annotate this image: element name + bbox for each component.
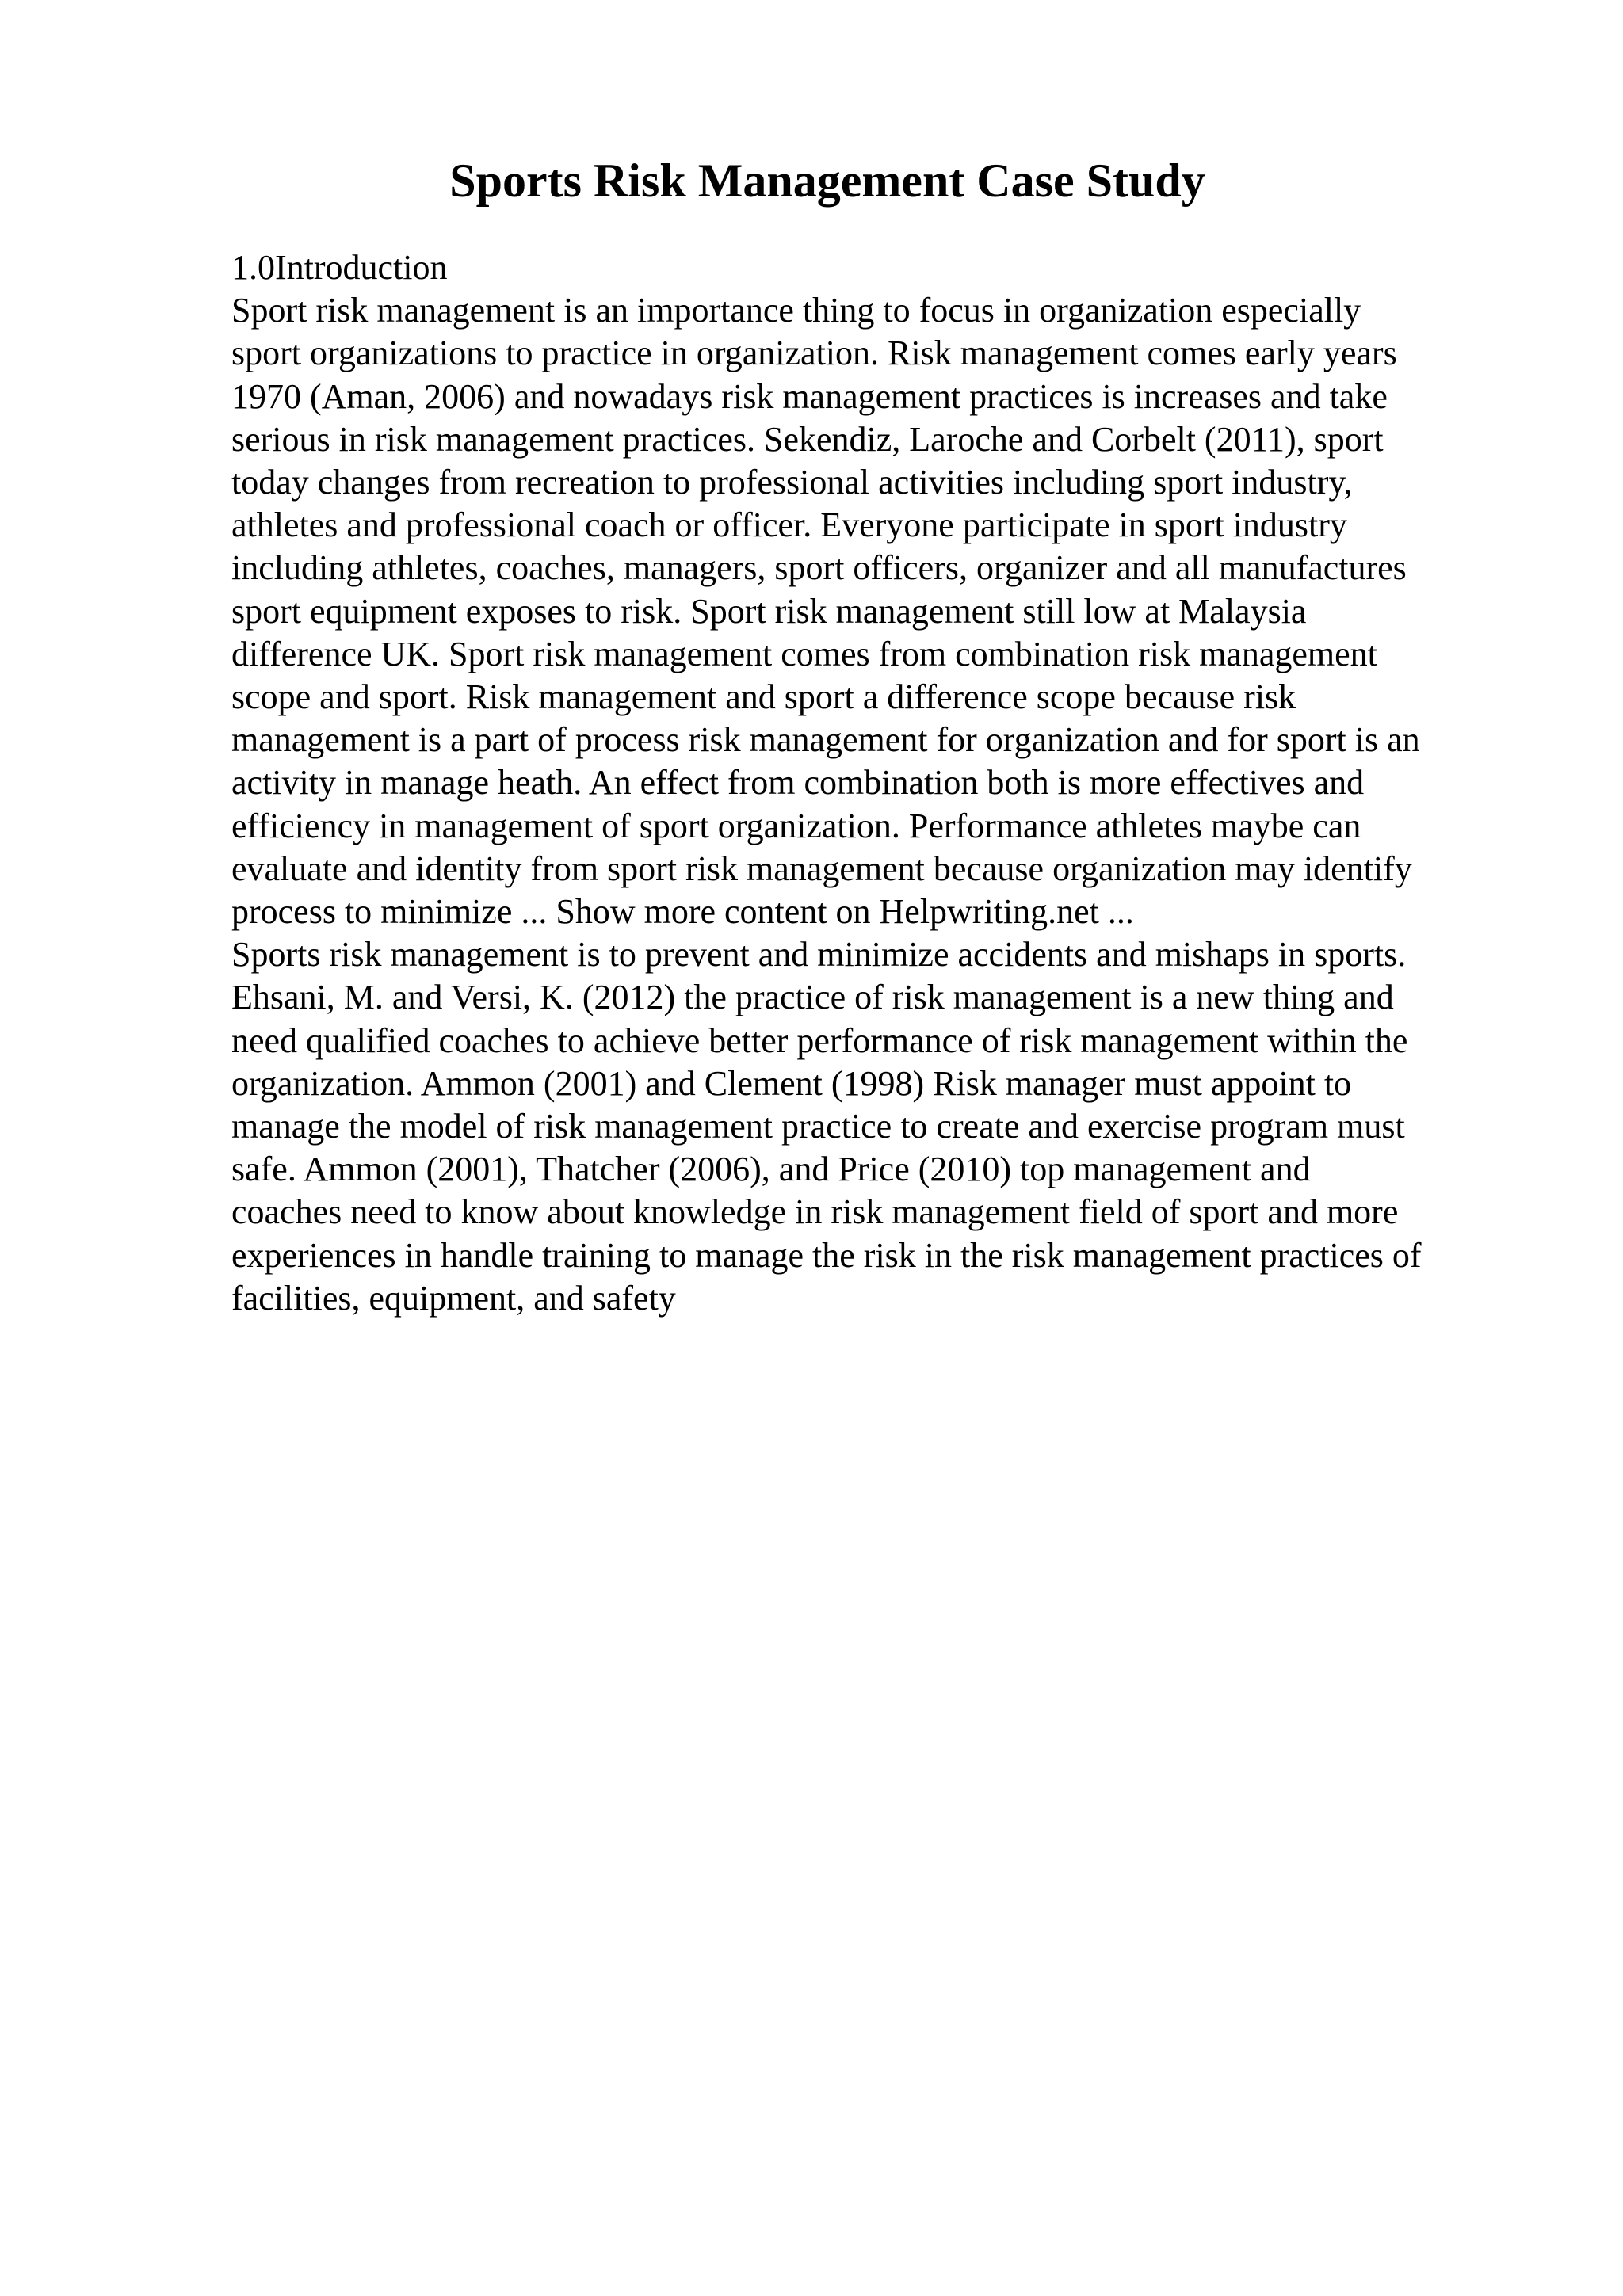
body-line: organization. Ammon (2001) and Clement (1998) Risk manager must appoint to: [231, 1063, 1352, 1103]
body-line: athletes and professional coach or officer. Everyone participate in sport industry: [231, 505, 1347, 545]
body-line: need qualified coaches to achieve better performance of risk management within the: [231, 1020, 1408, 1060]
body-line: sport organizations to practice in organization. Risk management comes early years: [231, 334, 1397, 373]
body-line: including athletes, coaches, managers, sport officers, organizer and all manufactures: [231, 548, 1407, 588]
body-line: activity in manage heath. An effect from combination both is more effectives and: [231, 763, 1365, 803]
body-line: serious in risk management practices. Sekendiz, Laroche and Corbelt (2011), sport: [231, 419, 1384, 459]
section-heading: 1.0Introduction: [231, 248, 448, 287]
body-line: management is a part of process risk management for organization and for sport is an: [231, 720, 1420, 760]
document-title: Sports Risk Management Case Study: [449, 154, 1205, 207]
body-line: safe. Ammon (2001), Thatcher (2006), and Price (2010) top management and: [231, 1150, 1311, 1189]
show-more-line: process to minimize ... Show more content on Helpwriting.net ...: [231, 892, 1134, 932]
body-line: sport equipment exposes to risk. Sport risk management still low at Malaysia: [231, 591, 1307, 631]
body-line: efficiency in management of sport organization. Performance athletes maybe can: [231, 806, 1361, 845]
body-line: scope and sport. Risk management and sport a difference scope because risk: [231, 677, 1296, 717]
body-line: Ehsani, M. and Versi, K. (2012) the practice of risk management is a new thing and: [231, 978, 1394, 1017]
body-line: facilities, equipment, and safety: [231, 1278, 676, 1318]
body-line: today changes from recreation to professional activities including sport industry,: [231, 463, 1353, 502]
body-line: experiences in handle training to manage the risk in the risk management practices of: [231, 1235, 1422, 1275]
body-line: difference UK. Sport risk management comes from combination risk management: [231, 634, 1377, 673]
body-line: coaches need to know about knowledge in risk management field of sport and more: [231, 1192, 1399, 1232]
body-line: 1970 (Aman, 2006) and nowadays risk management practices is increases and take: [231, 376, 1388, 416]
body-line: Sport risk management is an importance thing to focus in organization especially: [231, 291, 1361, 330]
body-line: evaluate and identity from sport risk management because organization may identify: [231, 849, 1412, 888]
body-line: manage the model of risk management practice to create and exercise program must: [231, 1107, 1405, 1146]
document-body: [231, 246, 1507, 1320]
body-line: Sports risk management is to prevent and minimize accidents and mishaps in sports.: [231, 935, 1407, 974]
